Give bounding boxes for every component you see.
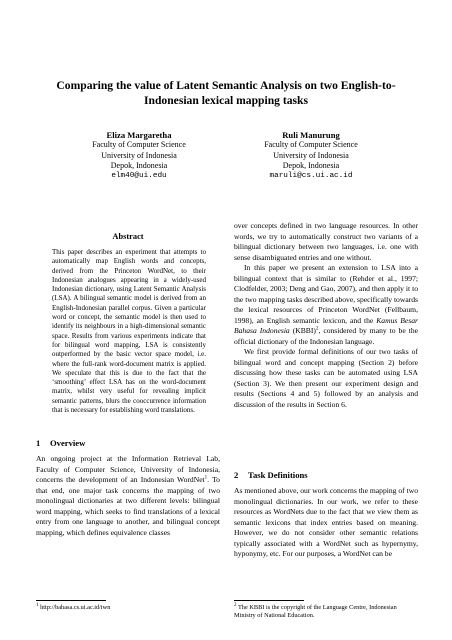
right-paragraph-2 — [234, 263, 418, 347]
footnote-ref-1: 1 — [204, 475, 208, 481]
author-name: Ruli Manurung — [282, 130, 340, 140]
footnote-mark: 1 — [36, 602, 39, 608]
footnote-divider — [36, 600, 106, 601]
abstract-text: This paper describes an experiment that attempts to automatically map English words and concepts, derived from the Princeton WordNet, to their Indonesian analogues appearing in a widely-used Indonesian dictionary, using Latent Semantic Analysis (LSA). A bilingual semantic model is derived from an English-Indonesian parallel corpus. Given a particular word or concept, the semantic model is then used to identify its neighbours in a high-dimensional semantic space. Results from various experiments indicate that for bilingual word mapping, LSA is consistently outperformed by the basic vector space model, i.e. where the full-rank word-document matrix is applied. We speculate that this is due to the fact that the ‘smoothing’ effect LSA has on the word-document matrix, whilst very useful for revealing implicit semantic patterns, blurs the cooccurrence information that is necessary for establishing word translations. — [52, 248, 206, 415]
author-institution: University of Indonesia — [273, 150, 349, 160]
right-paragraph-2-text-a: In this paper we present an extension to LSA into a bilingual context that is similar to (Rehder et al., 1997; Clodfelder, 2003; Deng and Gao, 2007), and then apply it to the two mapping tasks described above, specifically towards the lexical resources of Princeton WordNet (Fellbaum, 1998), an English semantic lexicon, and the — [234, 263, 418, 325]
kbbi-name: Kamus Besar Bahasa Indonesia — [234, 315, 418, 335]
author-institution: University of Indonesia — [101, 150, 177, 160]
right-paragraph-2-text-b: (KBBI) — [289, 326, 316, 335]
footnote-divider — [234, 600, 304, 601]
right-paragraph-3: We first provide formal definitions of our two tasks of bilingual word and concept mapping (Section 2) before discussing how these tasks can be automated using LSA (Section 3). We then present our experiment design and results (Sections 4 and 5) followed by an analysis and discussion of the results in Section 6. — [234, 347, 418, 409]
footnote-mark: 2 — [234, 602, 237, 608]
section-number: 1 — [36, 438, 41, 448]
paper-title: Comparing the value of Latent Semantic Analysis on two English-to-Indonesian lexical mapping tasks — [56, 79, 396, 107]
right-paragraph-2-text-c: , considered by many to be the official dictionary of the Indonesian language. — [234, 326, 418, 346]
section-2-heading — [234, 470, 308, 480]
section-title: Overview — [50, 438, 86, 448]
author-block-1 — [54, 130, 224, 181]
author-email: elm40@ui.edu — [111, 172, 167, 181]
footnote-1 — [36, 604, 220, 612]
section-number: 2 — [234, 470, 239, 480]
section-1-body — [36, 454, 220, 538]
author-name: Eliza Margaretha — [106, 130, 172, 140]
section-title: Task Definitions — [248, 470, 308, 480]
section-1-text-b: . To that end, one major task concerns the mapping of two monolingual dictionaries at two different levels: bilingual word mapping, which seeks to find translations of a lexical entry from one language to another, and bilingual concept mapping, which defines equivalence classes — [36, 475, 220, 537]
footnote-text: http://bahasa.cs.ui.ac.id/iwn — [38, 604, 111, 611]
footnote-2 — [234, 604, 418, 620]
section-1-heading — [36, 438, 85, 448]
author-affiliation: Faculty of Computer Science — [92, 140, 186, 150]
right-column-body — [234, 221, 418, 410]
footnote-ref-2: 2 — [315, 326, 319, 332]
author-location: Depok, Indonesia — [282, 160, 340, 170]
author-block-2 — [226, 130, 396, 181]
right-paragraph-1: over concepts defined in two language resources. In other words, we try to automatically construct two variants of a bilingual dictionary between two languages, i.e. one with sense disambiguated entries and one without. — [234, 221, 418, 262]
section-1-text-a: An ongoing project at the Information Retrieval Lab, Faculty of Computer Science, University of Indonesia, concerns the development of an Indonesian WordNet — [36, 454, 220, 484]
abstract-heading: Abstract — [112, 232, 144, 241]
section-2-text: As mentioned above, our work concerns the mapping of two monolingual dictionaries. In our work, we refer to these resources as WordNets due to the fact that we view them as semantic lexicons that index entries based on meaning. However, we do not consider other semantic relations typically associated with a WordNet such as hypernymy, hyponymy, etc. For our purposes, a WordNet can be — [234, 486, 418, 558]
author-location: Depok, Indonesia — [110, 160, 168, 170]
author-affiliation: Faculty of Computer Science — [264, 140, 358, 150]
author-email: maruli@cs.ui.ac.id — [269, 172, 353, 181]
footnote-text: The KBBI is the copyright of the Language Centre, Indonesian Ministry of National Education. — [234, 604, 397, 619]
section-2-body — [234, 486, 418, 560]
